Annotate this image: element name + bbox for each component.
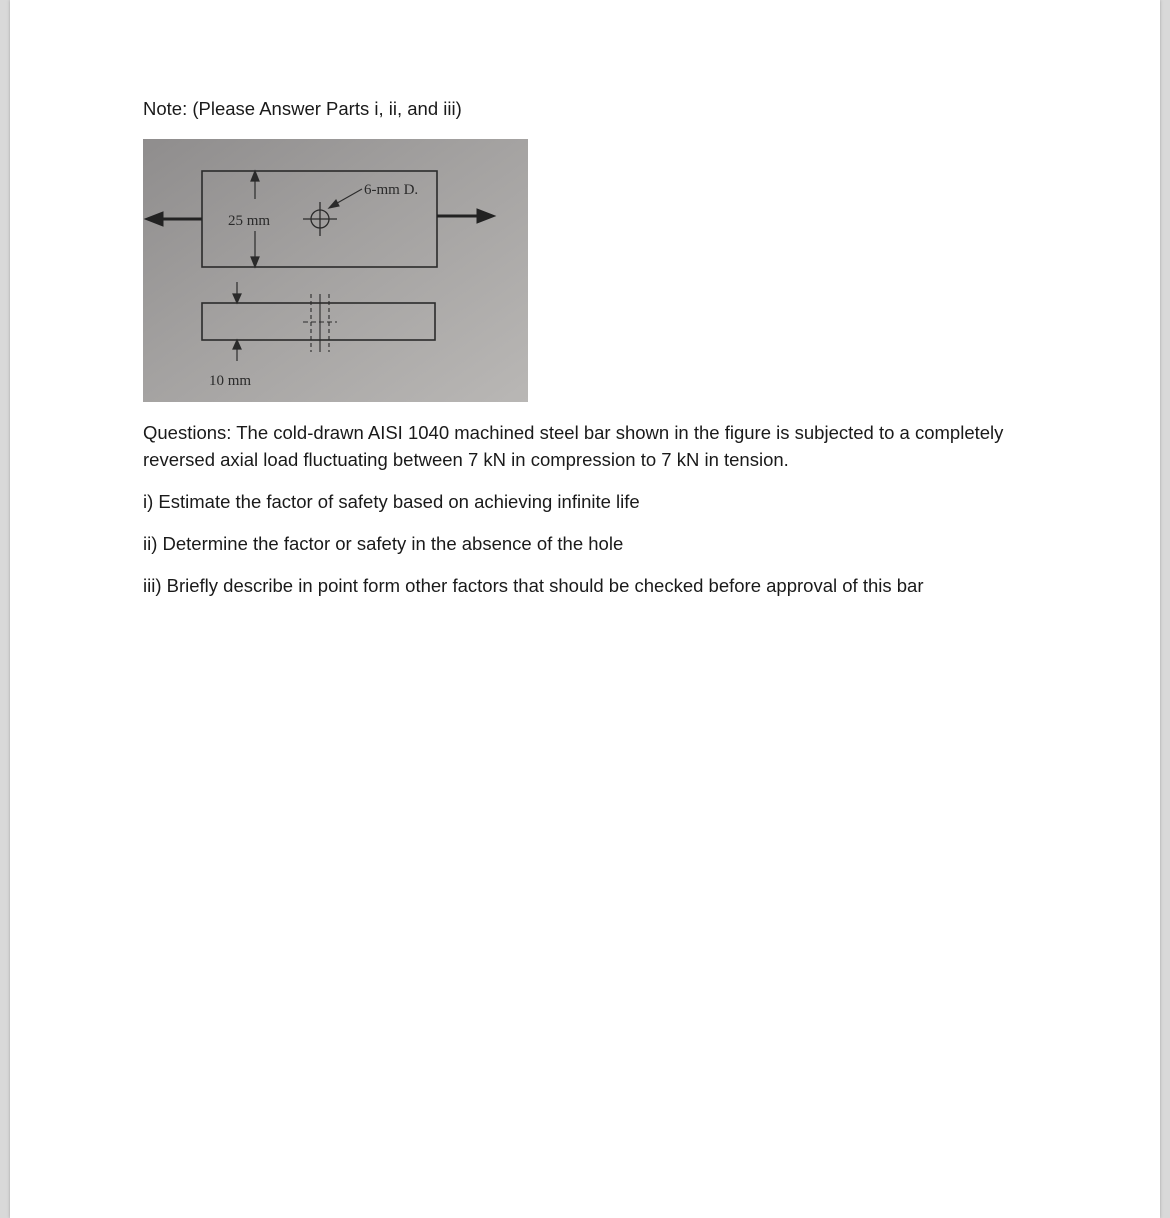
thickness-label: 10 mm	[209, 373, 252, 389]
note-text: Note: (Please Answer Parts i, ii, and iii)	[143, 98, 462, 119]
question-part-i: i) Estimate the factor of safety based on achieving infinite life	[143, 491, 640, 512]
document-page	[10, 0, 1160, 1218]
bar-figure	[143, 139, 528, 402]
question-part-ii: ii) Determine the factor or safety in the absence of the hole	[143, 533, 624, 554]
hole-label: 6-mm D.	[364, 182, 419, 198]
figure-background	[143, 139, 528, 402]
question-part-iii: iii) Briefly describe in point form other factors that should be checked before approval of this bar	[143, 575, 924, 596]
width-label: 25 mm	[228, 213, 271, 229]
question-intro: Questions: The cold-drawn AISI 1040 machined steel bar shown in the figure is subjected to a completely reversed axial load fluctuating between 7 kN in compression to 7 kN in tension.	[143, 422, 1004, 470]
